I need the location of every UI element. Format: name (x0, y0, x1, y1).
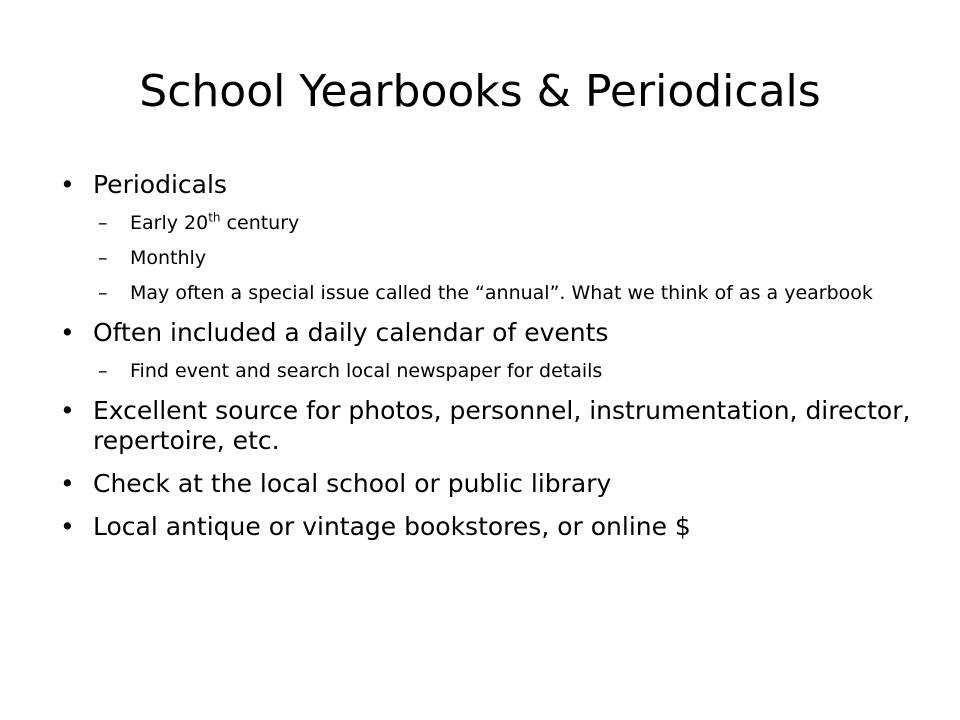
bullet-item (60, 512, 920, 542)
bullet-item (60, 469, 920, 499)
superscript: th (208, 210, 221, 225)
sub-bullet-text: Find event and search local newspaper for details (130, 360, 603, 382)
sub-bullet-item (60, 246, 920, 270)
bullet-item (60, 318, 920, 348)
sub-bullet-text-tail: century (220, 212, 300, 234)
bullet-text: Local antique or vintage bookstores, or online $ (93, 512, 691, 541)
dash-marker: – (98, 247, 108, 269)
slide-title: School Yearbooks & Periodicals (139, 66, 821, 117)
bullet-marker: • (60, 396, 75, 425)
sub-bullet-text: May often a special issue called the “annual”. What we think of as a yearbook (130, 282, 873, 304)
sub-bullet-item (60, 281, 920, 305)
bullet-text: Excellent source for photos, personnel, instrumentation, director, repertoire, etc. (93, 396, 911, 455)
dash-marker: – (98, 282, 108, 304)
bullet-marker: • (60, 469, 75, 498)
slide-body (60, 170, 920, 555)
dash-marker: – (98, 212, 108, 234)
dash-marker: – (98, 360, 108, 382)
sub-bullet-item (60, 211, 920, 235)
bullet-marker: • (60, 512, 75, 541)
sub-bullet-item (60, 359, 920, 383)
bullet-item (60, 170, 920, 200)
bullet-item (60, 396, 920, 456)
bullet-text: Often included a daily calendar of events (93, 318, 609, 347)
bullet-text: Periodicals (93, 170, 227, 199)
bullet-text: Check at the local school or public library (93, 469, 612, 498)
bullet-marker: • (60, 318, 75, 347)
sub-bullet-text: Monthly (130, 247, 207, 269)
bullet-marker: • (60, 170, 75, 199)
sub-bullet-text: Early 20 (130, 212, 209, 234)
